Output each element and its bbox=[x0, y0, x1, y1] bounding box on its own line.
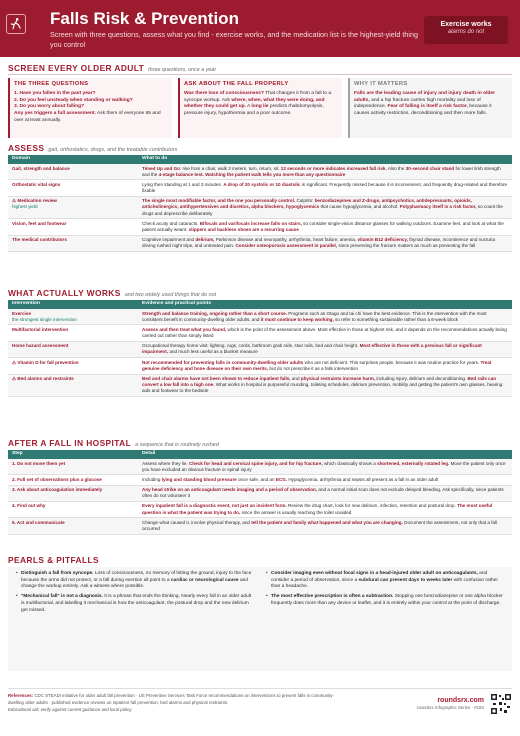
row-label: 5. Act and communicate bbox=[8, 518, 138, 534]
row-label: Home hazard assessment bbox=[8, 341, 138, 357]
section-subtitle: a sequence that is routinely rushed bbox=[135, 442, 219, 448]
card-why-it-matters bbox=[348, 78, 512, 138]
key-message-badge bbox=[424, 16, 508, 44]
divider bbox=[8, 74, 512, 75]
section-subtitle: three questions, once a year bbox=[148, 67, 217, 73]
row-detail: The single most modifiable factor, and the one you personally control. Culprits: benzodiazepines and Z-drugs, antipsychotics, antidepressants, opioids, anticholinergics, antihypertensives and diuretics, alpha blockers, hypoglycemics that cause hypoglycemia, and alcohol. Polypharmacy itself is a risk factor, so count the drugs and deprescribe deliberately bbox=[138, 196, 512, 219]
column-header: Domain bbox=[8, 155, 138, 164]
table-row bbox=[8, 309, 512, 325]
card-title: WHY IT MATTERS bbox=[354, 81, 408, 87]
table-row bbox=[8, 219, 512, 235]
question-1: 1. Have you fallen in the past year? bbox=[14, 90, 96, 96]
card-three-questions bbox=[8, 78, 172, 138]
row-label: ⚠ Vitamin D for fall prevention bbox=[8, 358, 138, 374]
series-label: roundsrx Infographic Series · #184 bbox=[416, 705, 484, 711]
card-text: That changes it from a fall to a syncope workup. Ask bbox=[184, 90, 332, 103]
brand bbox=[417, 696, 484, 711]
column-header: Step bbox=[8, 450, 138, 459]
card-text-bold: Was there loss of consciousness? bbox=[184, 90, 264, 96]
card-ask-about-fall bbox=[178, 78, 342, 138]
section-works-heading bbox=[8, 288, 216, 299]
row-label: 4. Find out why bbox=[8, 501, 138, 517]
card-title: THE THREE QUESTIONS bbox=[14, 81, 89, 87]
row-label: Exercise the strongest single intervention bbox=[8, 309, 138, 325]
section-title: AFTER A FALL IN HOSPITAL bbox=[8, 438, 132, 448]
badge-line-1: Exercise works bbox=[440, 21, 492, 28]
row-detail: Any head strike on an anticoagulant needs imaging and a period of observation, and a normal initial scan does not exclude delayed bleeding. Ask specifically, since patients often do not volunteer it bbox=[138, 485, 512, 501]
table-row bbox=[8, 164, 512, 180]
references-text: CDC STEADI initiative for older adult fall prevention · US Preventive Services Task Force recommendations on interventions to prevent falls in community- bbox=[34, 693, 334, 698]
table-row bbox=[8, 325, 512, 341]
falling-person-icon bbox=[6, 14, 26, 34]
table-row bbox=[8, 501, 512, 517]
section-title: PEARLS & PITFALLS bbox=[8, 555, 100, 565]
row-detail: Change what caused it, involve physical therapy, and tell the patient and family what happened and what you are changing. Document the assessment, not only that a fall occurred bbox=[138, 518, 512, 534]
table-row bbox=[8, 358, 512, 374]
section-subtitle: and two widely used things that do not bbox=[124, 292, 217, 298]
row-label: Multifactorial intervention bbox=[8, 325, 138, 341]
section-after-heading bbox=[8, 438, 219, 449]
pearls-box bbox=[8, 567, 512, 671]
section-screen-heading bbox=[8, 63, 216, 74]
row-detail: Strength and balance training, ongoing rather than a short course. Programs such as Otago and tai chi have the best evidence. This is the intervention with the most consistent benefit in community-dwelling older adults, and it must continue to keep working, so refer to something sustainable rather than a 6-week block bbox=[138, 309, 512, 325]
section-title: ASSESS bbox=[8, 143, 45, 153]
row-detail: Including lying and standing blood pressure once safe, and an ECG. Hypoglycemia, arrhythmia and sepsis all present as a fall in an older adult bbox=[138, 475, 512, 485]
table-row bbox=[8, 485, 512, 501]
section-title: SCREEN EVERY OLDER ADULT bbox=[8, 63, 145, 73]
column-header: What to do bbox=[138, 155, 512, 164]
table-row bbox=[8, 459, 512, 475]
header-banner bbox=[0, 0, 520, 57]
table-row bbox=[8, 518, 512, 534]
card-text: because it causes activity restriction, deconditioning and then more falls. bbox=[354, 104, 492, 117]
row-detail: Assess where they lie. Check for head and cervical spine injury, and for hip fracture, which classically shows a shortened, externally rotated leg. Move the patient only once you have excluded an obvious fracture or spinal injury bbox=[138, 459, 512, 475]
warning-icon: ⚠ bbox=[12, 198, 18, 204]
table-row bbox=[8, 180, 512, 196]
page-title: Falls Risk & Prevention bbox=[50, 9, 239, 28]
list-item: • Consider imaging even without focal signs in a head-injured older adult on anticoagulants, and consider a period of observation, since a subdural can present days to weeks later with confusion rather than a headache. bbox=[266, 571, 504, 591]
table-row bbox=[8, 341, 512, 357]
row-detail: Bed and chair alarms have not been shown to reduce inpatient falls, and physical restraints increase harm, including injury, delirium and deconditioning. Bed rails can convert a low fall into a high one. What works in hospital is purposeful rounding, toileting schedules, delirium prevention, mobility and getting the patient's own glasses, hearing aids and footwear to the bedside bbox=[138, 374, 512, 397]
row-detail: Every inpatient fall is a diagnostic event, not just an incident form. Review the drug chart, look for new delirium, infection, retention and postural drop. The most useful question is what the patient was trying to do, since the answer is usually reaching the toilet unaided bbox=[138, 501, 512, 517]
row-detail: Cognitive impairment and delirium, Parkinson disease and neuropathy, arrhythmia, heart failure, anemia, vitamin B12 deficiency, thyroid disease, incontinence and nocturia driving rushed night trips, and untreated pain. Consider osteoporosis assessment in parallel, since preventing the fracture matters as much as preventing the fall bbox=[138, 235, 512, 251]
badge-line-2: alarms do not bbox=[447, 29, 485, 36]
section-pearls-heading bbox=[8, 555, 99, 566]
card-text: predicts rhabdomyolysis, pressure injury, hypothermia and a poor outcome. bbox=[184, 104, 324, 117]
card-title: ASK ABOUT THE FALL PROPERLY bbox=[184, 81, 289, 87]
question-2: 2. Do you feel unsteady when standing or walking? bbox=[14, 97, 133, 103]
row-label: Orthostatic vital signs bbox=[8, 180, 138, 196]
footer bbox=[8, 688, 512, 732]
works-table bbox=[8, 300, 512, 397]
table-row bbox=[8, 196, 512, 219]
row-detail: Lying then standing at 1 and 3 minutes. A drop of 20 systolic or 10 diastolic is significant. Frequently missed because it is inconvenient, and frequently drug-related and therefore fixable bbox=[138, 180, 512, 196]
assess-table bbox=[8, 155, 512, 252]
references-text: dwelling older adults · published evidence reviews on inpatient fall prevention, bed alarms and physical restraints. bbox=[8, 699, 229, 705]
list-item: • The most effective prescription is often a subtraction. Stopping one benzodiazepine or one alpha blocker frequently does more than any device or leaflet, and it is entirely within your control at the point of discharge. bbox=[266, 594, 504, 607]
pearls-left-column bbox=[16, 571, 254, 667]
row-label: Vision, feet and footwear bbox=[8, 219, 138, 235]
column-header: Detail bbox=[138, 450, 512, 459]
section-subtitle: gait, orthostatics, drugs, and the treatable contributors bbox=[48, 147, 178, 153]
column-header: Evidence and practical points bbox=[138, 300, 512, 309]
card-text: and a hip fracture carries high mortality and loss of independence. bbox=[354, 97, 481, 110]
row-label: Gait, strength and balance bbox=[8, 164, 138, 180]
card-text-bold: long lie bbox=[251, 104, 269, 110]
section-title: WHAT ACTUALLY WORKS bbox=[8, 288, 121, 298]
row-detail: Not recommended for preventing falls in community-dwelling older adults who are not deficient. This surprises people, because it was routine practice for years. Treat genuine deficiency and bone disease on their own merits, but do not prescribe it as a falls intervention bbox=[138, 358, 512, 374]
column-header: Intervention bbox=[8, 300, 138, 309]
row-label: 1. Do not move them yet bbox=[8, 459, 138, 475]
row-detail: Check acuity and cataracts. Bifocals and varifocals increase falls on stairs, so consider single-vision distance glasses for walking outdoors. Examine feet, and look at what the patient actually wears: slippers and backless shoes are a recurring cause bbox=[138, 219, 512, 235]
pearls-right-column bbox=[266, 571, 504, 667]
list-item: • "Mechanical fall" is not a diagnosis. It is a phrase that ends the thinking. Nearly every fall in an older adult is multifactorial, and labelling it mechanical is how the anticoagulant, the postural drop and the new delirium get missed. bbox=[16, 594, 254, 614]
disclaimer: Educational aid; verify against current guidance and local policy. bbox=[8, 706, 133, 712]
card-text-bold: Fear of falling is itself a risk factor, bbox=[387, 104, 468, 110]
warning-icon: ⚠ bbox=[12, 359, 18, 365]
table-row bbox=[8, 235, 512, 251]
question-3: 3. Do you worry about falling? bbox=[14, 104, 85, 110]
references bbox=[8, 693, 408, 713]
section-assess-heading bbox=[8, 143, 177, 154]
row-label: 3. Ask about anticoagulation immediately bbox=[8, 485, 138, 501]
row-note: the strongest single intervention bbox=[12, 316, 77, 322]
warning-icon: ⚠ bbox=[12, 376, 18, 381]
row-label: ⚠ Bed alarms and restraints bbox=[8, 374, 138, 397]
qr-code-icon bbox=[490, 693, 512, 715]
after-table bbox=[8, 450, 512, 535]
site-link[interactable]: roundsrx.com bbox=[437, 697, 484, 704]
row-detail: Assess and then treat what you found, which is the point of the assessment above. Most effective in those at highest risk, and it depends on the recommendations actually being carried out rather than simply listed bbox=[138, 325, 512, 341]
card-text: A bbox=[247, 104, 251, 110]
card-text-bold: where, when, what they were doing, and whether they could get up. bbox=[184, 97, 325, 110]
list-item: • Distinguish a fall from syncope. Loss of consciousness, no memory of hitting the ground, injury to the face because the arms did not protect, or a fall during exertion all point to a cardiac or neurological cause and change the workup entirely. Ask a witness where possible. bbox=[16, 571, 254, 591]
table-row bbox=[8, 374, 512, 397]
row-label: ⚠ Medication review highest yield bbox=[8, 196, 138, 219]
row-detail: Timed Up and Go: rise from a chair, walk 3 meters, turn, return, sit. 12 seconds or more indicates increased fall risk. Also the 30-second chair stand for lower limb strength and the 4-stage balance test. Watching the patient walk tells you more than any questionnaire bbox=[138, 164, 512, 180]
card-note-bold: Any yes triggers a full assessment. bbox=[14, 111, 96, 117]
row-note: highest yield bbox=[12, 204, 38, 210]
card-text-bold: Falls are the leading cause of injury and injury death in older adults, bbox=[354, 90, 496, 103]
row-label: 2. Full set of observations plus a glucose bbox=[8, 475, 138, 485]
table-row bbox=[8, 475, 512, 485]
page-subtitle: Screen with three questions, assess what you find - exercise works, and the medication list is the highest-yield thing you control bbox=[50, 30, 418, 50]
card-note: Ask them of everyone 65 and over at least annually. bbox=[14, 111, 161, 123]
row-label: The medical contributors bbox=[8, 235, 138, 251]
references-label: References: bbox=[8, 693, 34, 698]
row-detail: Occupational therapy home visit: lighting, rugs, cords, bathroom grab rails, stair rails, bed and chair height. Most effective in those with a previous fall or significant impairment, and much less useful as a blanket measure bbox=[138, 341, 512, 357]
